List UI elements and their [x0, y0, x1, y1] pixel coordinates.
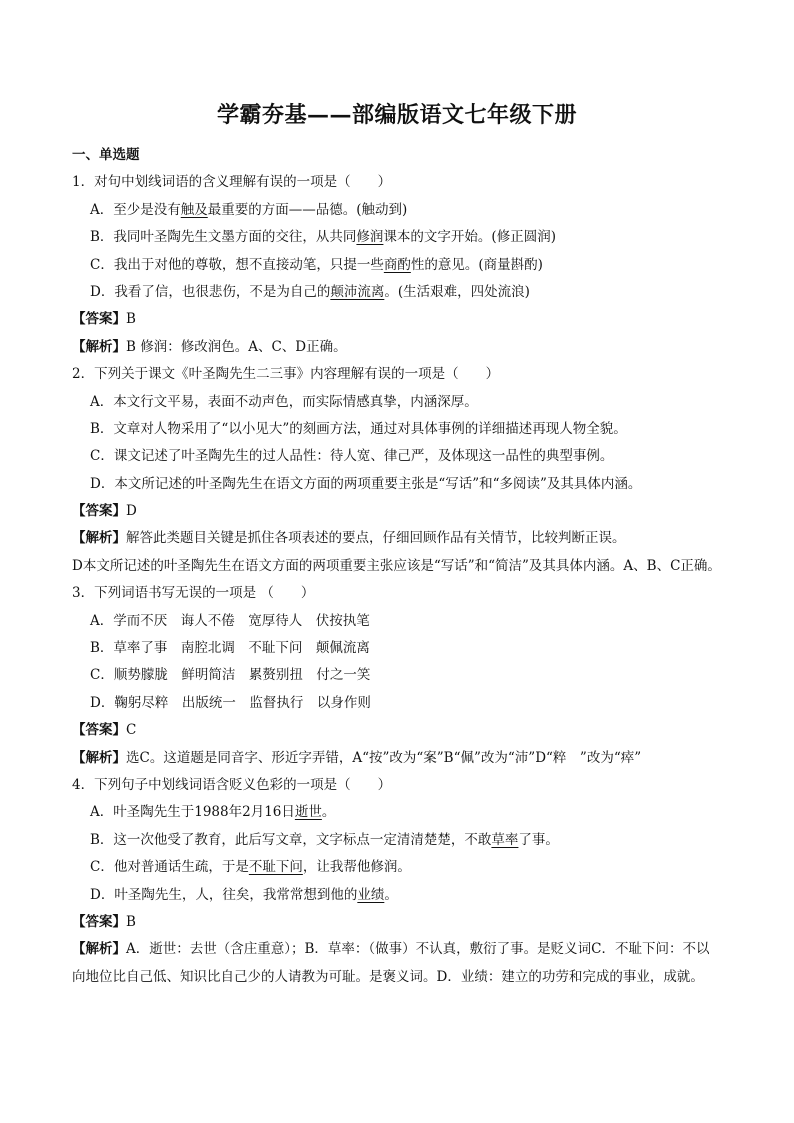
- q4-option-d-end: 。: [384, 886, 398, 903]
- q4-option-c: [72, 854, 722, 881]
- q4-option-b-text: B．这一次他受了教育，此后写文章，文字标点一定清清楚楚，不敢: [90, 831, 492, 848]
- q1-option-b: [72, 224, 722, 251]
- q4-answer: [72, 909, 722, 936]
- q1-option-b-text: B．我同叶圣陶先生文墨方面的交往，从共同: [90, 229, 357, 246]
- q3-stem: 3．下列词语书写无误的一项是 （ ）: [72, 585, 315, 602]
- q1-analysis-label: 【解析】: [72, 338, 126, 355]
- q4-option-b: [72, 827, 722, 854]
- q1-answer: [72, 306, 722, 333]
- q2-analysis: [72, 525, 722, 552]
- q4-option-d-underlined: 业绩: [357, 886, 385, 903]
- q1-option-c-text: C．我出于对他的尊敬，想不直接动笔，只提一些: [90, 256, 384, 273]
- q4-option-c-end: ，让我帮他修润。: [302, 859, 411, 876]
- q1-option-a-text: A．至少是没有: [90, 201, 181, 218]
- q1-option-a-note: 最重要的方面——品德。(触动到): [207, 201, 408, 218]
- q4-option-b-end: 了事。: [518, 831, 559, 848]
- q3-answer: [72, 717, 722, 744]
- q4-option-a-text: A．叶圣陶先生于1988年2月16日: [90, 804, 295, 821]
- q1-option-d: [72, 279, 722, 306]
- q4-option-d-text: D．叶圣陶先生，人，往矣，我常常想到他的: [90, 886, 358, 903]
- q1-option-c: [72, 252, 722, 279]
- q3-option-b: B．草率了事 南腔北调 不耻下问 颠佩流离: [90, 640, 370, 657]
- q1-analysis-text: B 修润：修改润色。A、C、D正确。: [126, 338, 347, 355]
- q2-analysis-continued: D本文所记述的叶圣陶先生在语文方面的两项重要主张应该是“写话”和“简洁”及其具体内涵。A、B、C正确。: [72, 557, 721, 574]
- q3-answer-value: C: [126, 722, 137, 739]
- q4-analysis-label: 【解析】: [72, 941, 126, 958]
- q1-option-a-underlined: 触及: [180, 201, 208, 218]
- q1-option-d-note: 。(生活艰难，四处流浪): [384, 283, 530, 300]
- q1-answer-value: B: [126, 311, 136, 328]
- q3-option-a: A．学而不厌 诲人不倦 宽厚待人 伏按执笔: [90, 612, 370, 629]
- q3-analysis-label: 【解析】: [72, 749, 126, 766]
- q1-option-a: [72, 197, 722, 224]
- section-heading: 一、单选题: [72, 147, 140, 163]
- q4-analysis-text: A．逝世：去世（含庄重意）；B．草率：（做事）不认真，敷衍了事。是贬义词C．不耻下问：不以向地位比自己低、知识比自己少的人请教为可耻。是褒义词。D．业绩：建立的功劳和完成的事业，成就。: [72, 941, 710, 985]
- q2-analysis-text: 解答此类题目关键是抓住各项表述的要点，仔细回顾作品有关情节，比较判断正误。: [126, 530, 626, 547]
- q4-option-a-underlined: 逝世: [294, 804, 322, 821]
- document-title: 学霸夯基——部编版语文七年级下册: [216, 102, 577, 128]
- document-content: [72, 142, 722, 991]
- q4-option-c-text: C．他对普通话生疏，于是: [90, 859, 249, 876]
- q3-analysis: [72, 745, 722, 772]
- q2-option-c: C．课文记述了叶圣陶先生的过人品性：待人宽、律己严，及体现这一品性的典型事例。: [90, 448, 614, 465]
- q1-analysis: [72, 334, 722, 361]
- q4-analysis: [72, 936, 722, 991]
- q4-answer-label: 【答案】: [72, 913, 126, 930]
- q1-answer-label: 【答案】: [72, 311, 126, 328]
- q1-option-c-note: 性的意见。(商量斟酌): [410, 256, 543, 273]
- q2-option-a: A．本文行文平易，表面不动声色，而实际情感真挚，内涵深厚。: [90, 393, 478, 410]
- q1-option-b-note: 课本的文字开始。(修正圆润): [383, 229, 556, 246]
- q3-analysis-text: 选C。这道题是同音字、形近字弄错，A“按”改为“案”B“佩”改为“沛”D“粹 ”改为“瘁”: [126, 749, 642, 766]
- q4-answer-value: B: [126, 913, 136, 930]
- q4-option-b-underlined: 草率: [491, 831, 519, 848]
- q1-stem: 1．对句中划线词语的含义理解有误的一项是（ ）: [72, 174, 392, 191]
- q4-option-a-end: 。: [321, 804, 336, 821]
- q2-answer-value: D: [126, 503, 137, 520]
- q1-option-c-underlined: 商酌: [383, 256, 411, 273]
- q3-option-c: C．顺势朦胧 鲜明简洁 累赘别扭 付之一笑: [90, 667, 371, 684]
- q2-answer-label: 【答案】: [72, 503, 126, 520]
- q4-stem: 4．下列句子中划线词语含贬义色彩的一项是（ ）: [72, 777, 392, 793]
- q1-option-b-underlined: 修润: [356, 229, 384, 246]
- q4-option-c-underlined: 不耻下问: [248, 859, 303, 876]
- q2-answer: [72, 498, 722, 525]
- q4-option-a: [72, 799, 722, 826]
- q2-option-b: B．文章对人物采用了“以小见大”的刻画方法，通过对具体事例的详细描述再现人物全貌。: [90, 420, 627, 437]
- q1-option-d-underlined: 颠沛流离: [330, 283, 385, 300]
- q3-answer-label: 【答案】: [72, 722, 126, 739]
- q3-option-d: D．鞠躬尽粹 出版统一 监督执行 以身作则: [90, 694, 371, 711]
- q2-stem: 2．下列关于课文《叶圣陶先生二三事》内容理解有误的一项是（ ）: [72, 366, 500, 383]
- q4-option-d: [72, 882, 722, 909]
- q1-option-d-text: D．我看了信，也很悲伤，不是为自己的: [90, 283, 331, 300]
- q2-analysis-label: 【解析】: [72, 530, 126, 547]
- q2-option-d: D．本文所记述的叶圣陶先生在语文方面的两项重要主张是“写话”和“多阅读”及其具体内涵。: [90, 475, 642, 492]
